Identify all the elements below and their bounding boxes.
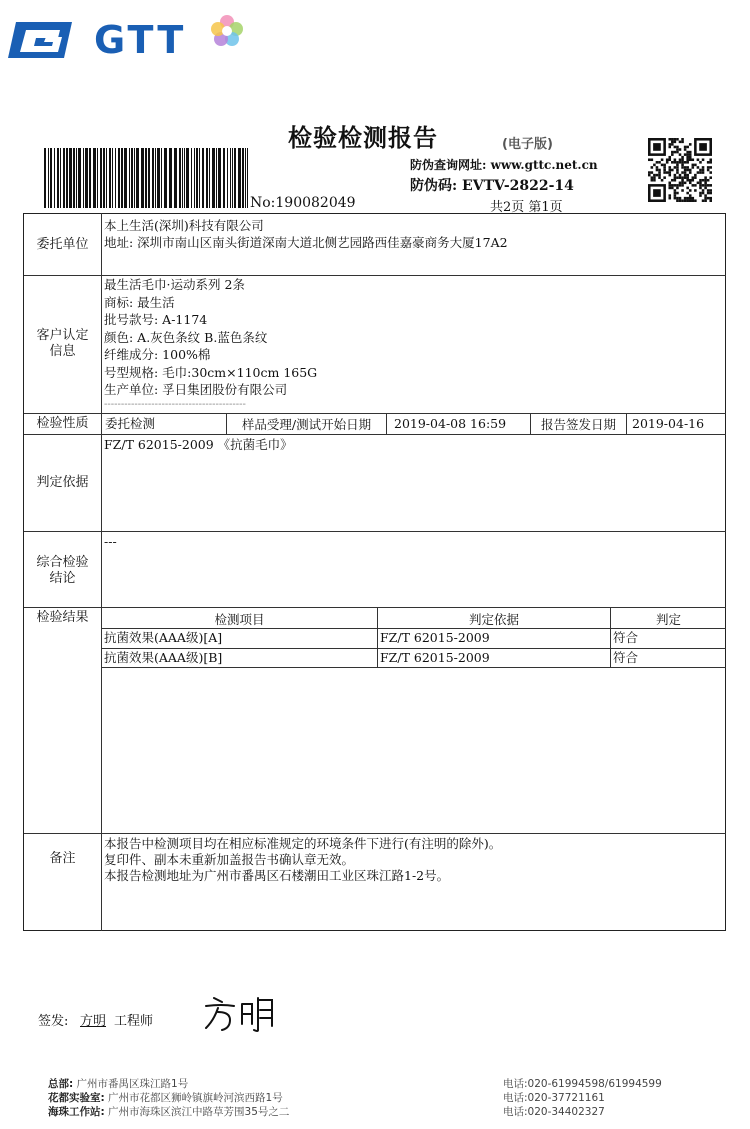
basis-value: FZ/T 62015-2009 《抗菌毛巾》: [104, 437, 293, 452]
page-info: 共2页 第1页: [490, 200, 563, 215]
conclusion-label-1: 综合检验: [36, 555, 89, 570]
client-address: 地址: 深圳市南山区南头街道深南大道北侧艺园路西佳嘉豪商务大厦17A2: [104, 235, 508, 250]
results-row-divider: [101, 667, 726, 668]
table-row-basis: FZ/T 62015-2009: [380, 630, 490, 645]
office-label: 总部:: [48, 1078, 74, 1090]
verify-code: 防伪码: EVTV-2822-14: [410, 178, 574, 194]
remarks-line: 本报告检测地址为广州市番禺区石楼潮田工业区珠江路1-2号。: [104, 868, 450, 883]
conclusion-label-2: 结论: [49, 571, 76, 586]
office-phone: 电话:020-37721161: [503, 1092, 605, 1104]
handwritten-signature-icon: [200, 990, 280, 1034]
results-header-item: 检测项目: [214, 612, 265, 627]
table-row-basis: FZ/T 62015-2009: [380, 650, 490, 665]
issue-date-value: 2019-04-16: [632, 416, 705, 431]
customer-info-label-2: 信息: [49, 344, 76, 359]
verify-url[interactable]: 防伪查询网址: www.gttc.net.cn: [410, 158, 598, 172]
office-phone: 电话:020-34402327: [503, 1106, 605, 1118]
label-column-divider: [101, 213, 102, 931]
barcode-icon: [44, 148, 250, 208]
nature-value: 委托检测: [105, 416, 156, 431]
customer-info-line: 纤维成分: 100%棉: [104, 347, 211, 362]
row-divider: [24, 833, 726, 834]
customer-info-line: 最生活毛巾·运动系列 2条: [104, 277, 245, 292]
customer-info-separator: ------------------------------------------: [104, 399, 246, 410]
client-name: 本上生活(深圳)科技有限公司: [104, 218, 264, 233]
customer-info-line: 商标: 最生活: [104, 294, 175, 310]
receive-date-value: 2019-04-08 16:59: [394, 416, 507, 431]
client-label: 委托单位: [36, 237, 89, 252]
customer-info-line: 生产单位: 孚日集团股份有限公司: [104, 382, 288, 397]
row-divider: [24, 434, 726, 435]
office-label: 花都实验室:: [48, 1092, 105, 1104]
remarks-line: 本报告中检测项目均在相应标准规定的环境条件下进行(有注明的除外)。: [104, 836, 502, 851]
table-row-item: 抗菌效果(AAA级)[A]: [104, 630, 223, 645]
results-label: 检验结果: [36, 610, 89, 625]
receive-date-label: 样品受理/测试开始日期: [241, 417, 372, 432]
office-address: 广州市花都区狮岭镇旗岭河滨西路1号: [108, 1092, 283, 1104]
office-address: 广州市番禺区珠江路1号: [76, 1078, 189, 1090]
customer-info-line: 批号款号: A-1174: [104, 312, 208, 327]
qr-code-icon: [648, 138, 712, 202]
office-address: 广州市海珠区滨江中路草芳围35号之二: [108, 1106, 290, 1118]
flower-logo-icon: [210, 14, 244, 48]
results-header-basis: 判定依据: [468, 612, 519, 627]
remarks-label: 备注: [49, 851, 76, 866]
table-row-verdict: 符合: [613, 650, 639, 665]
basis-label: 判定依据: [36, 475, 89, 490]
gtt-logo-icon: [6, 20, 74, 60]
report-title: 检验检测报告: [288, 123, 438, 152]
conclusion-value: ---: [104, 534, 117, 549]
customer-info-label-1: 客户认定: [36, 328, 89, 343]
office-phone: 电话:020-61994598/61994599: [503, 1078, 662, 1090]
row-divider: [24, 607, 726, 608]
office-label: 海珠工作站:: [48, 1106, 105, 1118]
customer-info-line: 号型规格: 毛巾:30cm×110cm 165G: [104, 364, 318, 380]
edition-label: (电子版): [502, 137, 553, 152]
customer-info-line: 颜色: A.灰色条纹 B.蓝色条纹: [104, 329, 268, 345]
results-header-verdict: 判定: [655, 612, 681, 627]
nature-label: 检验性质: [36, 416, 89, 431]
row-divider: [24, 531, 726, 532]
table-row-verdict: 符合: [613, 630, 639, 645]
logo-text: GTT: [94, 18, 187, 62]
col-divider: [626, 413, 627, 434]
remarks-line: 复印件、副本未重新加盖报告书确认章无效。: [104, 852, 355, 867]
signature-label: 签发:: [38, 1014, 69, 1029]
table-row-item: 抗菌效果(AAA级)[B]: [104, 650, 223, 665]
report-number: No:190082049: [250, 195, 356, 211]
signer-title: 工程师: [114, 1014, 154, 1029]
signer-name: 方明: [80, 1014, 107, 1029]
issue-date-label: 报告签发日期: [540, 417, 616, 432]
col-divider: [386, 413, 387, 434]
